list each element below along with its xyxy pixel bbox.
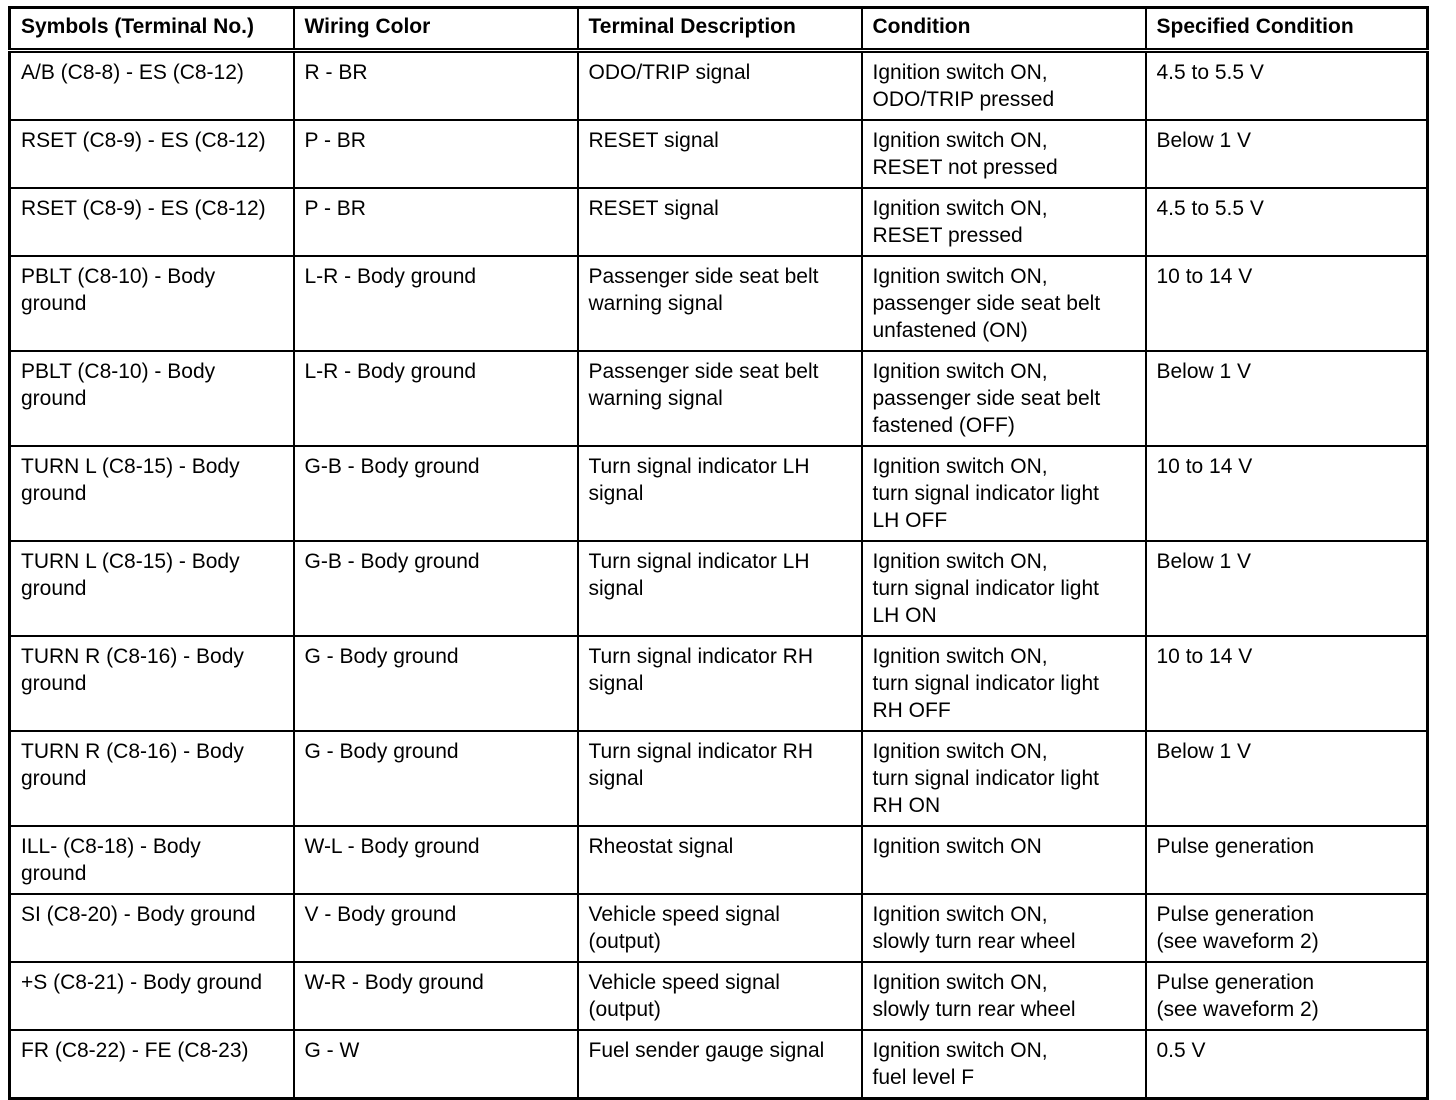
cell-condition: Ignition switch ON, ODO/TRIP pressed (862, 51, 1146, 121)
cell-specified-condition: 0.5 V (1146, 1030, 1428, 1099)
table-row (10, 962, 1428, 1030)
cell-specified-condition: Pulse generation (see waveform 2) (1146, 894, 1428, 962)
cell-terminal-description: RESET signal (578, 120, 862, 188)
cell-specified-condition: 4.5 to 5.5 V (1146, 51, 1428, 121)
cell-specified-condition: Pulse generation (1146, 826, 1428, 894)
cell-condition: Ignition switch ON, passenger side seat belt unfastened (ON) (862, 256, 1146, 351)
table-row (10, 120, 1428, 188)
cell-specified-condition: 10 to 14 V (1146, 446, 1428, 541)
table-row (10, 826, 1428, 894)
cell-symbols: PBLT (C8-10) - Body ground (10, 351, 294, 446)
header-wiring-color: Wiring Color (294, 8, 578, 51)
cell-condition: Ignition switch ON, fuel level F (862, 1030, 1146, 1099)
cell-wiring-color: V - Body ground (294, 894, 578, 962)
cell-specified-condition: 10 to 14 V (1146, 256, 1428, 351)
cell-terminal-description: Vehicle speed signal (output) (578, 962, 862, 1030)
cell-symbols: TURN L (C8-15) - Body ground (10, 541, 294, 636)
cell-condition: Ignition switch ON, slowly turn rear wheel (862, 962, 1146, 1030)
cell-condition: Ignition switch ON, slowly turn rear wheel (862, 894, 1146, 962)
cell-condition: Ignition switch ON (862, 826, 1146, 894)
cell-wiring-color: R - BR (294, 51, 578, 121)
cell-terminal-description: Turn signal indicator LH signal (578, 541, 862, 636)
terminal-spec-table (8, 6, 1429, 1100)
cell-specified-condition: 10 to 14 V (1146, 636, 1428, 731)
cell-specified-condition: Below 1 V (1146, 731, 1428, 826)
table-row (10, 188, 1428, 256)
cell-symbols: PBLT (C8-10) - Body ground (10, 256, 294, 351)
cell-specified-condition: Pulse generation (see waveform 2) (1146, 962, 1428, 1030)
table-row (10, 731, 1428, 826)
table-row (10, 446, 1428, 541)
cell-wiring-color: G-B - Body ground (294, 446, 578, 541)
cell-condition: Ignition switch ON, RESET pressed (862, 188, 1146, 256)
header-condition: Condition (862, 8, 1146, 51)
table-body (10, 51, 1428, 1099)
cell-wiring-color: G - Body ground (294, 731, 578, 826)
header-terminal-description: Terminal Description (578, 8, 862, 51)
cell-specified-condition: Below 1 V (1146, 541, 1428, 636)
cell-symbols: RSET (C8-9) - ES (C8-12) (10, 120, 294, 188)
cell-specified-condition: Below 1 V (1146, 351, 1428, 446)
cell-wiring-color: W-R - Body ground (294, 962, 578, 1030)
cell-symbols: TURN L (C8-15) - Body ground (10, 446, 294, 541)
cell-symbols: +S (C8-21) - Body ground (10, 962, 294, 1030)
cell-condition: Ignition switch ON, turn signal indicator light RH OFF (862, 636, 1146, 731)
table-row (10, 1030, 1428, 1099)
table-row (10, 636, 1428, 731)
cell-terminal-description: Turn signal indicator RH signal (578, 731, 862, 826)
cell-condition: Ignition switch ON, RESET not pressed (862, 120, 1146, 188)
cell-terminal-description: Turn signal indicator RH signal (578, 636, 862, 731)
cell-wiring-color: L-R - Body ground (294, 351, 578, 446)
cell-symbols: FR (C8-22) - FE (C8-23) (10, 1030, 294, 1099)
cell-terminal-description: RESET signal (578, 188, 862, 256)
table-row (10, 51, 1428, 121)
terminal-spec-table-container (8, 6, 1426, 1100)
cell-wiring-color: G - Body ground (294, 636, 578, 731)
cell-terminal-description: Fuel sender gauge signal (578, 1030, 862, 1099)
cell-specified-condition: Below 1 V (1146, 120, 1428, 188)
header-row (10, 8, 1428, 51)
cell-symbols: TURN R (C8-16) - Body ground (10, 636, 294, 731)
cell-specified-condition: 4.5 to 5.5 V (1146, 188, 1428, 256)
cell-terminal-description: Passenger side seat belt warning signal (578, 256, 862, 351)
cell-terminal-description: Rheostat signal (578, 826, 862, 894)
header-specified-condition: Specified Condition (1146, 8, 1428, 51)
table-row (10, 894, 1428, 962)
cell-wiring-color: W-L - Body ground (294, 826, 578, 894)
cell-symbols: TURN R (C8-16) - Body ground (10, 731, 294, 826)
cell-wiring-color: G-B - Body ground (294, 541, 578, 636)
cell-symbols: RSET (C8-9) - ES (C8-12) (10, 188, 294, 256)
table-header (10, 8, 1428, 51)
cell-condition: Ignition switch ON, passenger side seat belt fastened (OFF) (862, 351, 1146, 446)
header-symbols: Symbols (Terminal No.) (10, 8, 294, 51)
cell-wiring-color: P - BR (294, 188, 578, 256)
table-row (10, 541, 1428, 636)
table-row (10, 256, 1428, 351)
cell-wiring-color: G - W (294, 1030, 578, 1099)
cell-wiring-color: L-R - Body ground (294, 256, 578, 351)
cell-condition: Ignition switch ON, turn signal indicator light RH ON (862, 731, 1146, 826)
cell-symbols: SI (C8-20) - Body ground (10, 894, 294, 962)
cell-terminal-description: ODO/TRIP signal (578, 51, 862, 121)
cell-condition: Ignition switch ON, turn signal indicator light LH OFF (862, 446, 1146, 541)
cell-wiring-color: P - BR (294, 120, 578, 188)
cell-terminal-description: Vehicle speed signal (output) (578, 894, 862, 962)
cell-terminal-description: Turn signal indicator LH signal (578, 446, 862, 541)
cell-terminal-description: Passenger side seat belt warning signal (578, 351, 862, 446)
table-row (10, 351, 1428, 446)
cell-symbols: ILL- (C8-18) - Body ground (10, 826, 294, 894)
cell-symbols: A/B (C8-8) - ES (C8-12) (10, 51, 294, 121)
cell-condition: Ignition switch ON, turn signal indicator light LH ON (862, 541, 1146, 636)
